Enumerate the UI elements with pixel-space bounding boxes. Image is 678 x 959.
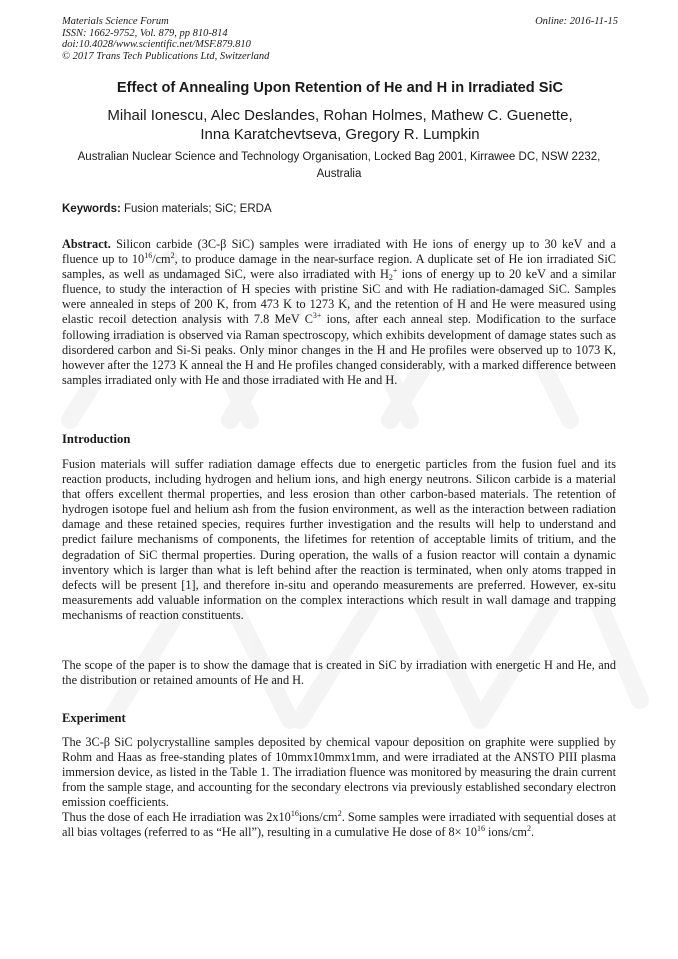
abstract-label: Abstract.	[62, 237, 111, 251]
author-list	[40, 106, 640, 144]
experiment-sup-2: 2	[337, 809, 342, 818]
journal-header	[62, 16, 618, 62]
copyright-line: © 2017 Trans Tech Publications Ltd, Switzerland	[62, 50, 270, 62]
issn-line: ISSN: 1662-9752, Vol. 879, pp 810-814	[62, 27, 228, 39]
affiliation: Australian Nuclear Science and Technology Organisation, Locked Bag 2001, Kirrawee DC, NSW 2232, Australia	[77, 151, 601, 180]
abstract-text-5: ions, after each anneal step. Modification to the surface following irradiation is observed via Raman spectroscopy, which exhibits development of damage states such as disordered carbon and Si-Si peaks. Only minor changes in the H and He profiles were observed up to 1073 K, however after the 1273 K anneal the H and He profiles changed considerably, with a marked difference between samples irradiated only with He and those irradiated with He and H.	[62, 312, 617, 387]
experiment-text-c: . Some samples were irradiated with sequential doses at all bias voltages (referred to as “He all”), resulting in a cumulative He dose of 8× 10	[62, 810, 616, 840]
author-line-1: Mihail Ionescu, Alec Deslandes, Rohan Holmes, Mathew C. Guenette,	[107, 107, 573, 124]
keywords	[62, 203, 272, 215]
abstract-text-2: /cm	[152, 252, 171, 267]
experiment-sup-1: 16	[290, 809, 299, 818]
abstract-text-1: Silicon carbide (3C-β SiC) samples were irradiated with He ions of energy up to 30 keV and a fluence up to 10	[62, 237, 616, 267]
experiment-sup-3: 16	[476, 824, 485, 834]
introduction-paragraph-1: Fusion materials will suffer radiation damage effects due to energetic particles from the fusion fuel and its reaction products, including hydrogen and helium ions, and high energy neutrons. Silicon carbide is a material that offers excellent thermal properties, and less erosion than other carbon-based materials. The retention of hydrogen isotope fuel and helium ash from the fusion environment, as well as the interaction between radiation damage and these retained species, requires further investigation and the results will help to understand and predict failure mechanisms of components, the lifetimes for retention of acceptable limits of tritium, and the degradation of SiC thermal properties. During operation, the walls of a fusion reactor will contain a dynamic inventory which is larger than what is left behind after the reaction is terminated, when only atoms trapped in defects will be present [1], and therefore in-situ and operando measurements are preferred. However, ex-situ measurements add valuable information on the complex interactions which result in wall damage and trapping mechanisms of reaction constituents.	[62, 457, 616, 622]
experiment-text-a: Thus the dose of each He irradiation was 2x10	[62, 810, 291, 824]
experiment-sup-4: 2	[527, 824, 531, 834]
experiment-paragraph-2	[62, 810, 616, 840]
paper-title: Effect of Annealing Upon Retention of He and H in Irradiated SiC	[116, 80, 564, 96]
experiment-text-b: ions/cm	[298, 810, 338, 824]
doi-line[interactable]: doi:10.4028/www.scientific.net/MSF.879.810	[62, 39, 251, 50]
introduction-heading: Introduction	[62, 432, 131, 446]
experiment-text-e: .	[531, 825, 535, 840]
experiment-paragraph-1: The 3C-β SiC polycrystalline samples deposited by chemical vapour deposition on graphite were supplied by Rohm and Haas as free-standing plates of 10mmx10mmx1mm, and were irradiated at the ANSTO PIII plasma immersion device, as listed in the Table 1. The irradiation fluence was monitored by measuring the drain current from the sample stage, and accounting for the secondary electrons via previously established secondary electron emission coefficients.	[62, 735, 616, 810]
keywords-label: Keywords:	[62, 203, 121, 215]
introduction-paragraph-2: The scope of the paper is to show the damage that is created in SiC by irradiation with energetic H and He, and the distribution or retained amounts of He and H.	[62, 658, 616, 688]
abstract-sup-3: +	[392, 266, 398, 276]
abstract-text-4: ions of energy up to 20 keV and a similar fluence, to study the interaction of H species with pristine SiC and with He radiation-damaged SiC. Samples were annealed in steps of 200 K, from 473 K to 1273 K, and the retention of H and He were measured using elastic recoil detection analysis with 7.8 MeV C	[62, 267, 616, 327]
experiment-text-d: ions/cm	[484, 825, 527, 840]
experiment-heading: Experiment	[62, 711, 126, 725]
author-line-2: Inna Karatchevtseva, Gregory R. Lumpkin	[200, 126, 480, 143]
journal-name: Materials Science Forum	[62, 16, 169, 27]
abstract	[62, 237, 616, 388]
abstract-sup-2: 2	[170, 251, 175, 261]
abstract-sub-3: 2	[388, 273, 393, 283]
online-date: Online: 2016-11-15	[535, 16, 618, 27]
abstract-text-3: , to produce damage in the near-surface region. A duplicate set of He ion irradiated SiC samples, as well as undamaged SiC, were also irradiated with H	[62, 252, 616, 282]
abstract-sup-4: 3+	[312, 311, 322, 321]
keywords-value: Fusion materials; SiC; ERDA	[124, 203, 272, 215]
abstract-sup-1: 16	[144, 251, 153, 261]
